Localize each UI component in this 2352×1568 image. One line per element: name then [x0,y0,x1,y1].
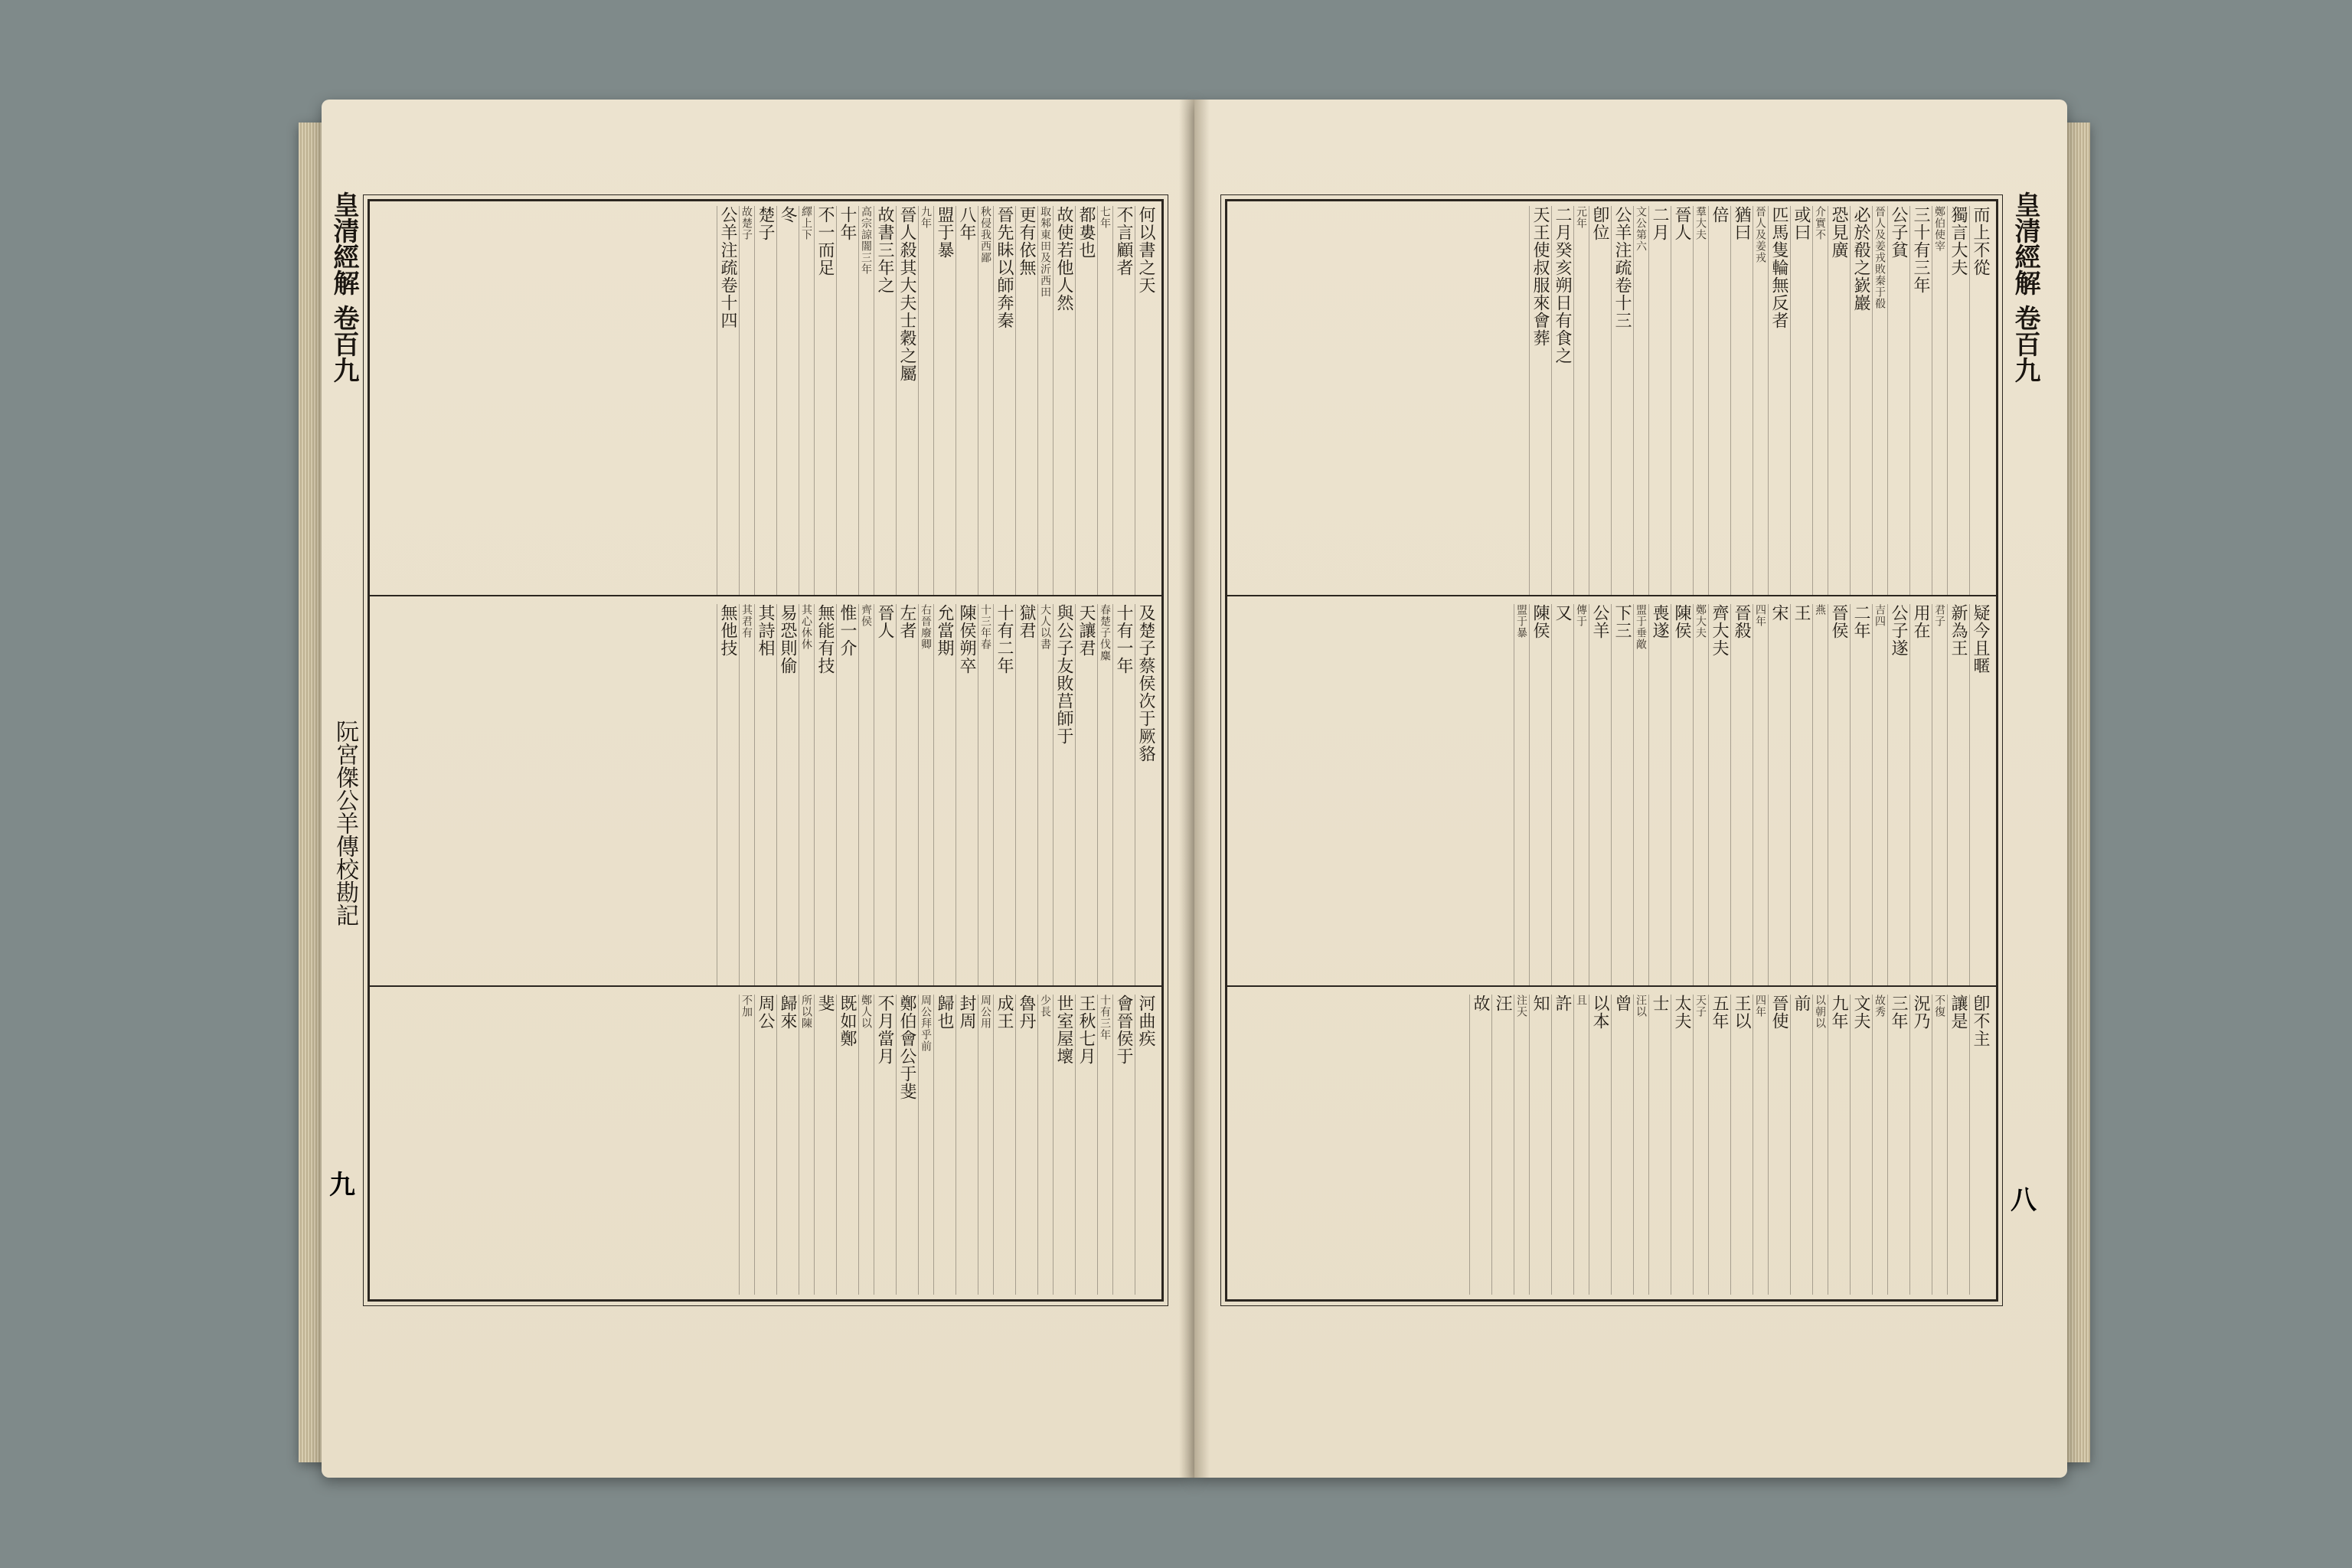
text-column: 卽不主 [1969,995,1990,1295]
text-column: 成王 [993,995,1014,1295]
left-text-frame [368,199,1164,1302]
text-column: 故 [1469,995,1490,1295]
left-band-top [370,201,1161,601]
text-column: 世室屋壞 [1053,995,1073,1295]
text-column: 九年 [1828,995,1848,1295]
text-column: 右晉廢卿 [918,604,932,987]
text-column: 或曰 [1790,206,1811,596]
text-column: 不一而足 [814,206,835,596]
text-column: 恐見廣 [1828,206,1848,596]
text-column: 故使若他人然 [1053,206,1073,596]
text-column: 晉殺 [1730,604,1751,987]
text-column: 公子遂 [1887,604,1908,987]
text-column: 晉人 [1671,206,1691,596]
text-column: 又 [1551,604,1572,987]
text-column: 用在 [1909,604,1930,987]
text-column: 疑今且暱 [1969,604,1990,987]
text-column: 公羊注疏卷十三 [1611,206,1632,596]
text-column: 盟于暴 [933,206,954,596]
text-column: 高宗諒闇三年 [858,206,872,596]
text-column: 曾 [1611,995,1632,1295]
right-band-bottom [1227,990,1996,1299]
text-column: 況乃 [1909,995,1930,1295]
text-column: 二月癸亥朔日有食之 [1551,206,1572,596]
right-band-top [1227,201,1996,601]
text-column: 陳侯朔卒 [956,604,976,987]
text-column: 宋 [1768,604,1788,987]
text-column: 周公拜乎前 [918,995,932,1295]
text-column: 天王使叔服來會葬 [1529,206,1550,596]
text-column: 陳侯 [1529,604,1550,987]
text-column: 晉侯 [1828,604,1848,987]
text-column: 注天 [1514,995,1527,1295]
text-column: 公羊 [1589,604,1609,987]
text-column: 文公第六 [1633,206,1647,596]
text-column: 其君有 [739,604,753,987]
text-column: 士 [1648,995,1669,1295]
text-column: 故楚子 [739,206,753,596]
text-column: 鄭伯會公于斐 [896,995,916,1295]
right-divider-1 [1227,595,1996,596]
text-column: 允當期 [933,604,954,987]
right-band-middle [1227,599,1996,991]
text-column: 更有依無 [1015,206,1036,596]
text-column: 楚子 [754,206,775,596]
text-column: 鄭伯使宰 [1932,206,1945,596]
text-column: 冬 [776,206,797,596]
text-column: 晉人 [874,604,894,987]
text-column: 二月 [1648,206,1669,596]
text-column: 取邾東田及沂西田 [1037,206,1051,596]
text-column: 鄭人以 [858,995,872,1295]
text-column: 羣大夫 [1693,206,1707,596]
text-column: 歸來 [776,995,797,1295]
text-column: 晉先眛以師奔秦 [993,206,1014,596]
text-column: 倍 [1708,206,1729,596]
left-page [322,100,1194,1478]
text-column: 十有三年 [1097,995,1111,1295]
text-column: 匹馬隻輪無反者 [1768,206,1788,596]
left-margin-volume: 卷百九 [328,304,359,383]
text-column: 必於殽之嶔巖 [1850,206,1870,596]
text-column: 其心休休 [799,604,812,987]
text-column: 無他技 [717,604,737,987]
text-column: 十有二年 [993,604,1014,987]
text-column: 八年 [956,206,976,596]
text-column: 十有一年 [1112,604,1133,987]
text-column: 晉人及姜戎敗秦于殽 [1872,206,1886,596]
text-column: 易恐則偷 [776,604,797,987]
text-column: 卽位 [1589,206,1609,596]
text-column: 四年 [1753,995,1766,1295]
text-column: 何以書之天 [1135,206,1155,596]
text-column: 天子 [1693,995,1707,1295]
text-column: 文夫 [1850,995,1870,1295]
text-column: 公羊注疏卷十四 [717,206,737,596]
text-column: 鄭大夫 [1693,604,1707,987]
left-margin-title [328,191,363,383]
text-column: 河曲疾 [1135,995,1155,1295]
text-column: 三十有三年 [1909,206,1930,596]
text-column: 封周 [956,995,976,1295]
text-column: 傳于 [1573,604,1587,987]
text-column: 喪遂 [1648,604,1669,987]
text-column: 盟于垂敵 [1633,604,1647,987]
left-divider-1 [370,595,1161,596]
text-column: 且 [1573,995,1587,1295]
text-column: 歸也 [933,995,954,1295]
text-column: 公子貧 [1887,206,1908,596]
text-column: 前 [1790,995,1811,1295]
text-column: 元年 [1573,206,1587,596]
text-column: 魯丹 [1015,995,1036,1295]
text-column: 獄君 [1015,604,1036,987]
text-column: 四年 [1753,604,1766,987]
left-page-number: 九 [329,1170,355,1200]
text-column: 王 [1790,604,1811,987]
book-gutter [1179,100,1210,1478]
text-column: 晉人殺其大夫士穀之屬 [896,206,916,596]
text-column: 以本 [1589,995,1609,1295]
text-column: 所以陳 [799,995,812,1295]
left-divider-2 [370,985,1161,987]
text-column: 故書三年之 [874,206,894,596]
text-column: 天讓君 [1075,604,1096,987]
text-column: 秋侵我西鄙 [978,206,991,596]
text-column: 太夫 [1671,995,1691,1295]
text-column: 猶曰 [1730,206,1751,596]
text-column: 汪 [1491,995,1512,1295]
left-margin-book-title: 皇清經解 [328,191,359,296]
text-column: 不加 [739,995,753,1295]
text-column: 故秀 [1872,995,1886,1295]
open-book [299,100,2090,1478]
text-column: 許 [1551,995,1572,1295]
left-sub-title: 阮宮傑公羊傳校勘記 [332,720,358,926]
text-column: 周公用 [978,995,991,1295]
left-band-bottom [370,990,1161,1299]
text-column: 既如鄭 [836,995,857,1295]
text-column: 知 [1529,995,1550,1295]
text-column: 二年 [1850,604,1870,987]
text-column: 惟一介 [836,604,857,987]
text-column: 斐 [814,995,835,1295]
text-column: 王秋七月 [1075,995,1096,1295]
text-column: 不月當月 [874,995,894,1295]
text-column: 讓是 [1947,995,1968,1295]
right-margin-book-title: 皇清經解 [2010,191,2040,296]
right-text-frame [1225,199,1998,1302]
text-column: 不復 [1932,995,1945,1295]
right-margin-title [2009,191,2044,383]
text-column: 少長 [1037,995,1051,1295]
text-column: 與公子友敗莒師于 [1053,604,1073,987]
text-column: 左者 [896,604,916,987]
text-column: 新為王 [1947,604,1968,987]
left-band-middle [370,599,1161,991]
text-column: 齊侯 [858,604,872,987]
text-column: 及楚子蔡侯次于厥貉 [1135,604,1155,987]
text-column: 以朝以 [1812,995,1826,1295]
text-column: 十三年春 [978,604,991,987]
text-column: 七年 [1097,206,1111,596]
text-column: 周公 [754,995,775,1295]
text-column: 王以 [1730,995,1751,1295]
right-margin-volume: 卷百九 [2010,304,2040,383]
text-column: 君子 [1932,604,1945,987]
text-column: 獨言大夫 [1947,206,1968,596]
text-column: 無能有技 [814,604,835,987]
right-page-number: 八 [2011,1185,2037,1216]
text-column: 燕 [1812,604,1826,987]
text-column: 而上不從 [1969,206,1990,596]
right-divider-2 [1227,985,1996,987]
text-column: 三年 [1887,995,1908,1295]
text-column: 其詩相 [754,604,775,987]
text-column: 晉使 [1768,995,1788,1295]
text-column: 盟于暴 [1514,604,1527,987]
text-column: 會晉侯于 [1112,995,1133,1295]
text-column: 五年 [1708,995,1729,1295]
text-column: 汪以 [1633,995,1647,1295]
text-column: 介實不 [1812,206,1826,596]
text-column: 陳侯 [1671,604,1691,987]
text-column: 下三 [1611,604,1632,987]
text-column: 不言顧者 [1112,206,1133,596]
text-column: 大人以書 [1037,604,1051,987]
text-column: 吉四 [1872,604,1886,987]
text-column: 九年 [918,206,932,596]
text-column: 繹上下 [799,206,812,596]
text-column: 晉人及姜戎 [1753,206,1766,596]
text-column: 十年 [836,206,857,596]
text-column: 齊大夫 [1708,604,1729,987]
text-column: 春楚子伐麋 [1097,604,1111,987]
text-column: 都婁也 [1075,206,1096,596]
right-page [1194,100,2067,1478]
